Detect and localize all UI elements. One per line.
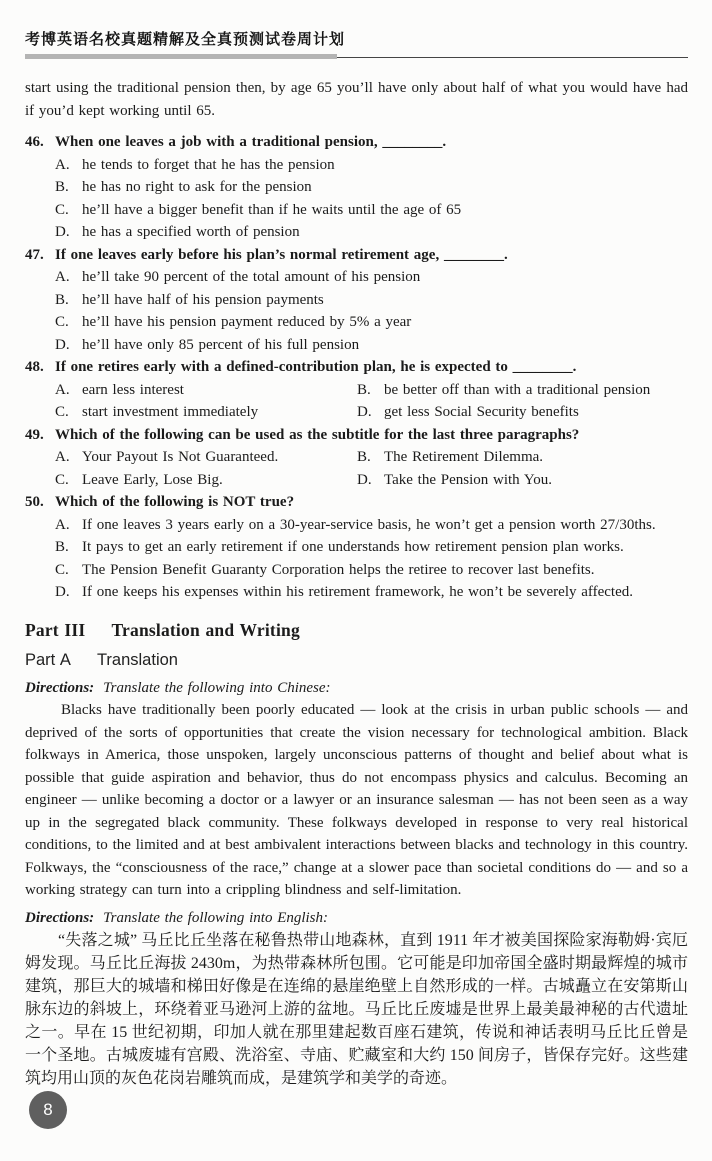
directions-label: Directions: [25, 679, 95, 696]
option-text: he’ll take 90 percent of the total amount of his pension [82, 269, 421, 285]
option-text: earn less interest [82, 381, 184, 398]
directions-label: Directions: [25, 909, 95, 926]
option-row [357, 401, 688, 424]
option-row [25, 266, 688, 289]
question-number: 49. [25, 426, 44, 443]
option-row [25, 199, 688, 222]
directions-into-english [25, 907, 688, 930]
option-row [25, 176, 688, 199]
question-47 [25, 244, 688, 357]
question-stem [25, 131, 688, 154]
option-letter: D. [55, 336, 70, 353]
option-text: The Pension Benefit Guaranty Corporation helps the retiree to recover last benefits. [82, 561, 595, 578]
question-50 [25, 491, 688, 604]
option-letter: A. [55, 449, 70, 465]
option-text: he’ll have only 85 percent of his full pension [82, 336, 360, 353]
option-letter: A. [55, 156, 70, 173]
option-text: If one keeps his expenses within his retirement framework, he won’t be severely affected. [82, 584, 634, 600]
question-stem-text: If one retires early with a defined-contribution plan, he is expected to ________. [55, 359, 577, 375]
option-letter: B. [55, 179, 69, 195]
option-text: It pays to get an early retirement if one understands how retirement pension plan works. [82, 539, 624, 555]
option-text: start investment immediately [82, 404, 259, 420]
option-text: he tends to forget that he has the pension [82, 156, 335, 173]
book-title: 考博英语名校真题精解及全真预测试卷周计划 [25, 31, 346, 48]
option-letter: D. [55, 224, 70, 240]
question-48 [25, 356, 688, 424]
option-letter: C. [55, 561, 69, 578]
option-text: Take the Pension with You. [384, 471, 552, 488]
option-row [55, 379, 357, 402]
question-stem [25, 244, 688, 267]
passage-continuation: start using the traditional pension then, by age 65 you’ll have only about half of what you would have had if you’d kept working until 65. [25, 80, 688, 119]
option-letter: C. [55, 471, 69, 488]
page-number-badge: 8 [29, 1091, 67, 1129]
option-row [25, 289, 688, 312]
question-number: 46. [25, 134, 44, 150]
option-text: The Retirement Dilemma. [384, 449, 544, 465]
page-body [25, 77, 688, 1090]
option-text: Your Payout Is Not Guaranteed. [82, 449, 279, 465]
option-row [25, 536, 688, 559]
option-row [357, 446, 688, 469]
option-row [357, 469, 688, 492]
question-number: 47. [25, 246, 44, 263]
option-letter: D. [357, 471, 372, 488]
question-stem-text: When one leaves a job with a traditional pension, ________. [55, 134, 447, 150]
question-stem-text: Which of the following can be used as the subtitle for the last three paragraphs? [55, 426, 580, 443]
option-row [55, 469, 357, 492]
option-letter: D. [55, 584, 70, 600]
option-letter: A. [55, 381, 70, 398]
part3-label: Part III [25, 619, 86, 640]
option-letter: B. [357, 381, 371, 398]
option-letter: A. [55, 516, 70, 533]
header-gray-bar [25, 54, 337, 59]
option-letter: D. [357, 404, 372, 420]
option-letter: B. [55, 291, 69, 308]
option-row [25, 581, 688, 604]
option-row [55, 401, 357, 424]
option-text: he’ll have his pension payment reduced by 5% a year [82, 314, 412, 330]
question-stem [25, 491, 688, 514]
question-number: 48. [25, 359, 44, 375]
option-letter: B. [357, 449, 371, 465]
option-row [25, 221, 688, 244]
option-row [55, 446, 357, 469]
part-a-heading [25, 649, 688, 672]
directions-into-chinese [25, 677, 688, 700]
option-text: be better off than with a traditional pension [384, 381, 651, 398]
question-stem [25, 424, 688, 447]
question-stem-text: If one leaves early before his plan’s normal retirement age, ________. [55, 246, 508, 263]
option-row [25, 311, 688, 334]
part-a-label: Part A [25, 651, 71, 669]
part3-heading [25, 619, 688, 642]
option-row [25, 514, 688, 537]
option-text: he’ll have half of his pension payments [82, 291, 324, 308]
option-letter: A. [55, 269, 70, 285]
option-letter: C. [55, 201, 69, 218]
question-number: 50. [25, 494, 44, 510]
page-header [25, 28, 688, 58]
part-a-title: Translation [96, 651, 178, 669]
option-text: If one leaves 3 years early on a 30-year-service basis, he won’t get a pension worth 27/30ths. [82, 516, 656, 533]
option-text: he has no right to ask for the pension [82, 179, 312, 195]
option-grid [25, 379, 688, 424]
question-46 [25, 131, 688, 244]
option-text: he has a specified worth of pension [82, 224, 300, 240]
directions-text: Translate the following into Chinese: [103, 679, 331, 696]
question-stem-text: Which of the following is NOT true? [55, 494, 295, 510]
english-translation-passage: Blacks have traditionally been poorly educated — look at the crisis in urban public schools — and deprived of the sorts of opportunities that create the vision necessary for technological ambition. Black folkways in America, those unspoken, largely unconscious patterns of thought and belief about what is possible that guide aspiration and behavior, thus do not encompass physics and calculus. Becoming an engineer — unlike becoming a doctor or a lawyer or an insurance salesman — has not been seen as a way up in the segregated black community. These folkways developed in response to very real historical conditions, to the limited and at best ambivalent interactions between blacks and technology in this country. Folkways, the “consciousness of the race,” change at a slower pace than societal conditions do — and so a working strategy can turn into a crippling blindness and self-limitation. [25, 702, 688, 898]
option-text: get less Social Security benefits [384, 404, 579, 420]
option-letter: B. [55, 539, 69, 555]
option-row [25, 559, 688, 582]
header-rule [25, 52, 688, 58]
chinese-translation-passage: “失落之城” 马丘比丘坐落在秘鲁热带山地森林，直到 1911 年才被美国探险家海勒姆·宾厄姆发现。马丘比丘海拔 2430m，为热带森林所包围。它可能是印加帝国全盛时期最辉煌的城市建筑，那巨大的城墙和梯田好像是在连绵的悬崖绝壁上自然形成的一样。古城矗立在安第斯山脉东边的斜坡上，环绕着亚马逊河上游的盆地。马丘比丘废墟是世界上最美最神秘的古代遗址之一。早在 15 世纪初期，印加人就在那里建起数百座石建筑，传说和神话表明马丘比丘曾是一个圣地。古城废墟有宫殿、洗浴室、寺庙、贮藏室和大约 150 间房子，皆保存完好。这些建筑均用山顶的灰色花岗岩雕筑而成，是建筑学和美学的奇迹。 [25, 932, 688, 1087]
option-row [25, 334, 688, 357]
option-row [357, 379, 688, 402]
option-letter: C. [55, 314, 69, 330]
question-list [25, 131, 688, 604]
option-row [25, 154, 688, 177]
part3-title: Translation and Writing [111, 619, 300, 640]
question-stem [25, 356, 688, 379]
option-letter: C. [55, 404, 69, 420]
question-49 [25, 424, 688, 492]
option-grid [25, 446, 688, 491]
directions-text: Translate the following into English: [103, 909, 329, 926]
option-text: he’ll have a bigger benefit than if he waits until the age of 65 [82, 201, 462, 218]
option-text: Leave Early, Lose Big. [82, 471, 223, 488]
